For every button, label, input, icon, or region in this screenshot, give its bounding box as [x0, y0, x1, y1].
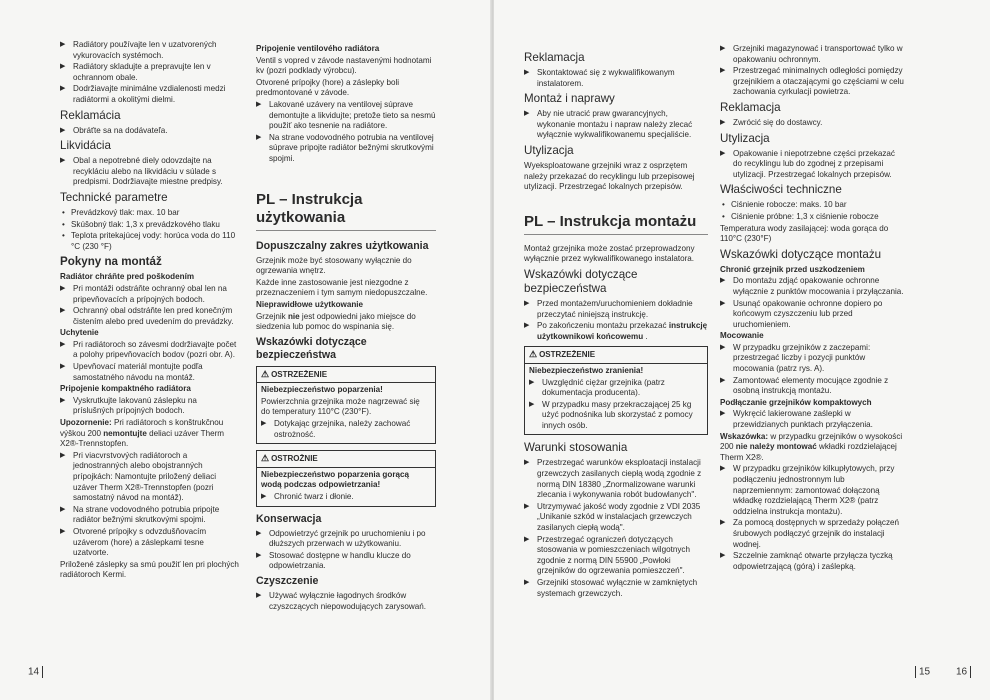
section-heading: Reklamácia	[60, 108, 121, 122]
triangle-right-icon: ▶	[256, 551, 262, 559]
triangle-right-icon: ▶	[256, 592, 262, 599]
triangle-right-icon: ▶	[720, 118, 726, 126]
list-item: ▶ Grzejniki magazynować i transportować tylko w opakowaniu ochronnym.	[720, 44, 903, 64]
subheading: Pripojenie kompaktného radiátora	[60, 384, 191, 394]
triangle-right-icon: ▶	[60, 41, 66, 48]
section-heading: Dopuszczalny zakres użytkowania	[256, 239, 429, 252]
list-item: ▶ Vyskrutkujte lakovanú záslepku na príslušných prípojných bodoch.	[60, 395, 197, 416]
list-item: ▶ Obal a nepotrebné diely odovzdajte na recykláciu alebo na likvidáciu v súlade s predpismi. Dodržiavajte miestne predpisy.	[60, 156, 223, 187]
section-heading: Właściwości techniczne	[720, 183, 842, 197]
list-item: ▶ Do montażu zdjąć opakowanie ochronne wyłącznie z punktów mocowania i przyłączania.	[720, 276, 904, 296]
triangle-right-icon: ▶	[60, 85, 66, 93]
note-paragraph: Upozornenie: Pri radiátoroch s konštrukčnou výškou 200 nemontujte deliaci uzáver Therm X2®-Trennstopfen.	[60, 418, 225, 449]
list-item: • Ciśnienie próbne: 1,3 x ciśnienie robocze	[722, 211, 879, 221]
list-item: ▶ Radiátory používajte len v uzatvorených vykurovacích systémoch.	[60, 40, 217, 60]
list-item: ▶ Skontaktować się z wykwalifikowanym instalatorem.	[524, 68, 675, 88]
triangle-right-icon: ▶	[720, 45, 726, 52]
bullet-dot-icon: •	[62, 207, 65, 217]
subheading: Mocowanie	[720, 331, 764, 341]
triangle-right-icon: ▶	[524, 579, 530, 586]
paragraph: Grzejnik nie jest odpowiedni jako miejsce do siedzenia lub pomoc do wspinania się.	[256, 311, 416, 332]
warning-triangle-icon: ⚠	[261, 453, 270, 464]
triangle-right-icon: ▶	[60, 126, 66, 134]
subheading: Podłączanie grzejników kompaktowych	[720, 397, 872, 407]
section-heading: Montaż i naprawy	[524, 92, 615, 106]
section-heading: Reklamacja	[524, 51, 585, 64]
page-number-15: 15	[912, 666, 930, 678]
triangle-right-icon: ▶	[720, 299, 726, 307]
list-item: ▶ Używać wyłącznie łagodnych środków czyszczących niepowodujących zarysowań.	[256, 591, 426, 611]
triangle-right-icon: ▶	[720, 149, 726, 157]
list-item: ▶ Za pomocą dostępnych w sprzedaży połączeń śrubowych podłączyć grzejnik do instalacji wodnej.	[720, 518, 900, 549]
bullet-dot-icon: •	[722, 200, 725, 210]
paragraph: Priložené záslepky sa smú použiť len pri plochých radiátoroch Kermi.	[60, 559, 239, 580]
section-heading: Utylizacja	[524, 143, 574, 157]
list-item: ▶ Opakowanie i niepotrzebne części przekazać do recyklingu lub do zgodnej z przepisami utylizacji. Przestrzegać lokalnych przepisów.	[720, 148, 895, 179]
left-page	[0, 0, 492, 700]
list-item: ▶ Zamontować elementy mocujące zgodnie z osobną instrukcją montażu.	[720, 375, 889, 396]
list-item: ▶ Utrzymywać jakość wody zgodnie z VDI 2035 „Unikanie szkód w instalacjach grzewczych zasilanych ciepłą wodą".	[524, 501, 701, 533]
section-heading: Wskazówki dotyczące bezpieczeństwa	[524, 267, 638, 295]
triangle-right-icon: ▶	[720, 465, 726, 473]
list-item: ▶ Radiátory skladujte a prepravujte len v ochrannom obale.	[60, 62, 211, 82]
section-heading: Likvidácia	[60, 139, 111, 153]
triangle-right-icon: ▶	[60, 451, 66, 459]
section-heading: Pokyny na montáž	[60, 255, 162, 269]
main-heading: PL – Instrukcja montażu	[524, 213, 708, 235]
triangle-right-icon: ▶	[261, 420, 267, 428]
list-item: ▶ Przestrzegać ograniczeń dotyczących stosowania w pomieszczeniach wilgotnych zgodnie z normą DIN 55900 „Powłoki grzejników do ogrzewania pomieszczeń".	[524, 534, 690, 576]
section-heading: Utylizacja	[720, 131, 770, 145]
list-item: ▶ Usunąć opakowanie ochronne dopiero po końcowym czyszczeniu lub przed uruchomieniem.	[720, 298, 883, 329]
triangle-right-icon: ▶	[524, 502, 530, 510]
triangle-right-icon: ▶	[720, 552, 726, 560]
list-item: ▶ Grzejniki stosować wyłącznie w zamkniętych systemach grzewczych.	[524, 578, 698, 598]
triangle-right-icon: ▶	[524, 322, 530, 330]
right-column-1	[524, 48, 708, 600]
subheading: Radiátor chráňte pred poškodením	[60, 272, 195, 282]
list-item: ▶ Aby nie utracić praw gwarancyjnych, wykonanie montażu i napraw należy zlecać wyłącznie wykwalifikowanemu specjaliście.	[524, 109, 693, 140]
bullet-dot-icon: •	[722, 211, 725, 221]
list-item: ▶ Przestrzegać warunków eksploatacji instalacji grzewczych zasilanych ciepłą wodą zgodnie z normą DIN 18380 „Znormalizowane warunki zlecania i wykonywania robót budowlanych".	[524, 458, 702, 500]
triangle-right-icon: ▶	[524, 459, 530, 467]
list-item: ▶ W przypadku masy przekraczającej 25 kg użyć podnośnika lub skorzystać z pomocy innych osób.	[529, 399, 693, 430]
subheading: Pripojenie ventilového radiátora	[256, 44, 380, 53]
triangle-right-icon: ▶	[60, 157, 66, 165]
warning-triangle-icon: ⚠	[261, 368, 270, 379]
section-heading: Warunki stosowania	[524, 441, 628, 455]
list-item: ▶ Odpowietrzyć grzejnik po uruchomieniu i po dłuższych przerwach w użytkowaniu.	[256, 528, 426, 549]
bullet-dot-icon: •	[62, 219, 65, 229]
list-item: ▶ Dodržiavajte minimálne vzdialenosti medzi radiátormi a okolitými dielmi.	[60, 84, 226, 104]
section-heading: Konserwacja	[256, 512, 322, 525]
right-page	[494, 0, 990, 700]
section-heading: Wskazówki dotyczące montażu	[720, 247, 882, 261]
list-item: ▶ Stosować dostępne w handlu klucze do odpowietrzania.	[256, 550, 411, 571]
warning-box: ⚠ OSTRZEŻENIE Niebezpieczeństwo zranienia! ▶ Uwzględnić ciężar grzejnika (patrz dokumentacja producenta). ▶ W przypadku masy przekraczającej 25 kg użyć podnośnika lub skorzystać z pomocy innych osób.	[524, 346, 708, 435]
list-item: ▶ Uwzględnić ciężar grzejnika (patrz dokumentacja producenta).	[529, 377, 665, 398]
section-heading: Czyszczenie	[256, 575, 319, 587]
list-item: ▶ Upevňovací materiál montujte podľa samostatného návodu na montáž.	[60, 362, 203, 382]
subheading: Nieprawidłowe użytkowanie	[256, 299, 364, 309]
warning-box: ⚠ OSTRZEŻENIE Niebezpieczeństwo poparzenia! Powierzchnia grzejnika może nagrzewać się do temperatury 110°C (230°F). ▶ Dotykając grzejnika, należy zachować ostrożność.	[256, 366, 436, 445]
main-heading: PL – Instrukcja użytkowania	[256, 191, 436, 231]
triangle-right-icon: ▶	[261, 493, 267, 501]
left-column-2	[256, 44, 436, 613]
paragraph: Każde inne zastosowanie jest niezgodne z przeznaczeniem i tym samym niedopuszczalne.	[256, 277, 428, 298]
left-column-1	[60, 40, 240, 582]
list-item: ▶ Dotykając grzejnika, należy zachować ostrożność.	[261, 419, 411, 439]
triangle-right-icon: ▶	[60, 307, 66, 315]
section-heading: Reklamacja	[720, 100, 781, 114]
triangle-right-icon: ▶	[524, 69, 530, 76]
paragraph: Montaż grzejnika może zostać przeprowadzony wyłącznie przez wykwalifikowanego instalatora.	[524, 243, 695, 264]
triangle-right-icon: ▶	[60, 363, 66, 371]
triangle-right-icon: ▶	[60, 527, 66, 535]
subheading: Uchytenie	[60, 328, 99, 338]
list-item: ▶ Zwrócić się do dostawcy.	[720, 117, 823, 127]
list-item: ▶ Chronić twarz i dłonie.	[261, 492, 354, 502]
list-item: ▶ Obráťte sa na dodávateľa.	[60, 125, 168, 135]
list-item: ▶ Pri montáži odstráňte ochranný obal len na pripevňovacích a prípojných bodoch.	[60, 283, 227, 304]
triangle-right-icon: ▶	[256, 133, 262, 141]
paragraph: Temperatura wody zasilającej: woda gorąca do 110°C (230°F)	[720, 223, 889, 244]
triangle-right-icon: ▶	[720, 277, 726, 285]
triangle-right-icon: ▶	[529, 378, 535, 386]
list-item: • Teplota pritekajúcej vody: horúca voda do 110 °C (230 °F)	[62, 231, 236, 251]
triangle-right-icon: ▶	[60, 284, 66, 292]
list-item: ▶ Przed montażem/uruchomieniem dokładnie przeczytać niniejszą instrukcję.	[524, 298, 693, 319]
triangle-right-icon: ▶	[720, 410, 726, 418]
bullet-dot-icon: •	[62, 231, 65, 241]
subheading: Chronić grzejnik przed uszkodzeniem	[720, 264, 865, 274]
section-heading: Wskazówki dotyczące bezpieczeństwa	[256, 335, 367, 361]
triangle-right-icon: ▶	[529, 400, 535, 408]
right-column-2	[720, 44, 906, 573]
list-item: • Prevádzkový tlak: max. 10 bar	[62, 207, 180, 217]
list-item: • Skúšobný tlak: 1,3 x prevádzkového tlaku	[62, 219, 220, 229]
list-item: ▶ W przypadku grzejników kilkupłytowych, przy podłączeniu jednostronnym lub naprzemiennym: zamontować dołączoną wkładkę rozdzielającą Therm X2® (patrz oddzielna instrukcja montażu).	[720, 464, 895, 516]
triangle-right-icon: ▶	[256, 529, 262, 537]
triangle-right-icon: ▶	[60, 340, 66, 348]
page-number: 14	[28, 666, 46, 678]
list-item: ▶ Na strane vodovodného potrubia na ventilovej súprave pripojte radiátor bežnými skrutkovými spojmi.	[256, 132, 434, 163]
note-paragraph: Wskazówka: w przypadku grzejników o wysokości 200 nie należy montować wkładki rozdzielającej Therm X2®.	[720, 431, 903, 462]
triangle-right-icon: ▶	[720, 67, 726, 75]
triangle-right-icon: ▶	[720, 376, 726, 384]
warning-triangle-icon: ⚠	[529, 349, 538, 360]
page-number-16: 16	[956, 666, 974, 678]
list-item: ▶ Na strane vodovodného potrubia pripojte radiátor bežnými skrutkovými spojmi.	[60, 504, 220, 525]
triangle-right-icon: ▶	[720, 343, 726, 351]
list-item: ▶ Pri viacvrstvových radiátoroch a jednostranných alebo obojstranných prípojkách: Namontujte priložený deliaci uzáver Therm X2®-Trennstopfen (pozri samostatný návod na montáž).	[60, 450, 217, 503]
list-item: ▶ Wykręcić lakierowane zaślepki w przewidzianych punktach przyłączenia.	[720, 409, 873, 430]
list-item: ▶ Pri radiátoroch so závesmi dodržiavajte počet a polohy pripevňovacích bodov (pozri obr. A).	[60, 339, 237, 360]
triangle-right-icon: ▶	[60, 396, 66, 404]
triangle-right-icon: ▶	[720, 519, 726, 527]
triangle-right-icon: ▶	[524, 110, 530, 118]
paragraph: Grzejnik może być stosowany wyłącznie do ogrzewania wnętrz.	[256, 255, 412, 276]
list-item: ▶ Ochranný obal odstráňte len pred konečným čistením alebo pred uvedením do prevádzky.	[60, 306, 234, 326]
triangle-right-icon: ▶	[60, 505, 66, 513]
list-item: ▶ Otvorené prípojky s odvzdušňovacím uzáverom (hore) a záslepkami tesne uzatvorte.	[60, 526, 207, 558]
list-item: ▶ Szczelnie zamknąć otwarte przyłącza tyczką odpowietrzającą (górą) i zaślepką.	[720, 551, 893, 571]
paragraph: Otvorené prípojky (hore) a záslepky boli predmontované v závode.	[256, 77, 400, 98]
section-heading: Technické parametre	[60, 190, 168, 204]
paragraph: Ventil s vopred v závode nastavenými hodnotami kv (pozri podklady výrobcu).	[256, 55, 432, 76]
triangle-right-icon: ▶	[256, 100, 262, 108]
list-item: ▶ Po zakończeniu montażu przekazać instrukcję użytkownikowi końcowemu .	[524, 321, 708, 341]
list-item: ▶ W przypadku grzejników z zaczepami: przestrzegać liczby i pozycji punktów mocowania (patrz rys. A).	[720, 342, 871, 374]
paragraph: Wyeksploatowane grzejniki wraz z osprzętem należy przekazać do recyklingu lub przepisowej utylizacji. Przestrzegać lokalnych przepisów.	[524, 160, 695, 192]
list-item: • Ciśnienie robocze: maks. 10 bar	[722, 200, 847, 210]
triangle-right-icon: ▶	[524, 299, 530, 307]
caution-box: ⚠ OSTROŻNIE Niebezpieczeństwo poparzenia gorącą wodą podczas odpowietrzania! ▶ Chronić twarz i dłonie.	[256, 450, 436, 506]
list-item: ▶ Lakované uzávery na ventilovej súprave demontujte a likvidujte; pretože tieto sa nesmú použiť ako tesnenie na radiátore.	[256, 99, 436, 131]
list-item: ▶ Przestrzegać minimalnych odległości pomiędzy grzejnikiem a otaczającymi go częściami w celu zachowania cyrkulacji powietrza.	[720, 66, 904, 97]
triangle-right-icon: ▶	[524, 535, 530, 543]
triangle-right-icon: ▶	[60, 63, 66, 71]
